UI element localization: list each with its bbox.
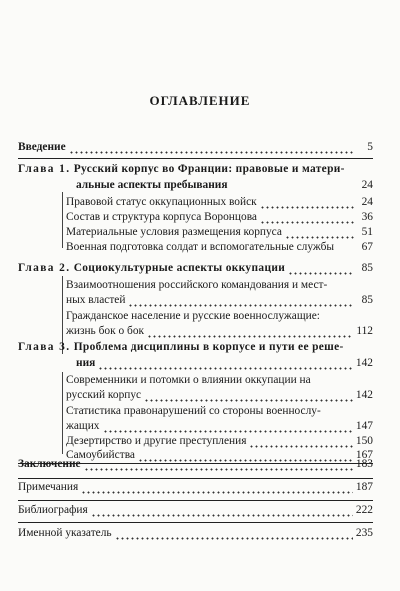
chapter-label: Глава 3. bbox=[18, 341, 71, 353]
section-title-cont: русский корпус bbox=[66, 389, 142, 401]
toc-section-line1: Современники и потомки о влиянии оккупации на bbox=[66, 374, 311, 386]
page-number: 187 bbox=[355, 481, 373, 493]
toc-entry-label: Библиография bbox=[18, 504, 88, 516]
toc-entry-index[interactable] bbox=[18, 526, 373, 540]
chapter-label: Глава 1. bbox=[18, 163, 71, 175]
chapter-title-cont: ния bbox=[76, 357, 96, 369]
section-title: Правовой статус оккупационных войск bbox=[66, 196, 257, 208]
leader-dots bbox=[84, 461, 353, 471]
divider bbox=[18, 522, 373, 523]
section-title: Дезертирство и другие преступления bbox=[66, 435, 247, 447]
toc-entry-intro[interactable] bbox=[18, 140, 373, 154]
toc-section[interactable] bbox=[66, 240, 373, 254]
page-number: 51 bbox=[361, 226, 373, 238]
chapter-1-heading[interactable] bbox=[18, 162, 345, 176]
page-number: 24 bbox=[361, 196, 373, 208]
toc-section[interactable] bbox=[66, 195, 373, 209]
toc-entry-notes[interactable] bbox=[18, 480, 373, 494]
section-title-cont: ных властей bbox=[66, 294, 126, 306]
leader-dots bbox=[249, 438, 352, 448]
chapter-label: Глава 2. bbox=[18, 262, 71, 274]
toc-section[interactable] bbox=[66, 434, 373, 448]
section-title: Военная подготовка солдат и вспомогательные службы bbox=[66, 241, 335, 253]
section-title: Материальные условия размещения корпуса bbox=[66, 226, 282, 238]
page-number: 24 bbox=[361, 179, 373, 191]
page-number: 150 bbox=[355, 435, 373, 447]
page-number: 147 bbox=[355, 420, 373, 432]
toc-entry-label: Заключение bbox=[18, 458, 81, 470]
leader-dots bbox=[69, 144, 354, 154]
chapter-title: Социокультурные аспекты оккупации bbox=[73, 262, 286, 274]
section-bar bbox=[62, 372, 63, 454]
page-number: 36 bbox=[361, 211, 373, 223]
chapter-3-heading[interactable] bbox=[18, 340, 344, 354]
leader-dots bbox=[285, 229, 354, 239]
toc-section-line1: Статистика правонарушений со стороны военнослу- bbox=[66, 405, 321, 417]
divider bbox=[18, 500, 373, 501]
toc-section[interactable] bbox=[66, 225, 373, 239]
toc-section-line1: Гражданское население и русские военнослужащие: bbox=[66, 310, 320, 322]
leader-dots bbox=[103, 423, 353, 433]
toc-entry-label: Именной указатель bbox=[18, 527, 112, 539]
leader-dots bbox=[144, 392, 353, 402]
leader-space bbox=[231, 182, 354, 192]
section-title-cont: жащих bbox=[66, 420, 100, 432]
leader-dots bbox=[260, 214, 354, 224]
page-number: 142 bbox=[355, 357, 373, 369]
chapter-title-cont: альные аспекты пребывания bbox=[76, 179, 228, 191]
leader-dots bbox=[98, 360, 353, 370]
toc-entry-label: Примечания bbox=[18, 481, 79, 493]
leader-dots bbox=[288, 265, 354, 275]
page-number: 85 bbox=[361, 262, 373, 274]
divider bbox=[18, 158, 373, 159]
page-title: ОГЛАВЛЕНИЕ bbox=[149, 93, 251, 108]
toc-section[interactable] bbox=[66, 293, 373, 307]
leader-dots bbox=[91, 507, 353, 517]
page-number: 167 bbox=[355, 449, 373, 461]
chapter-title: Русский корпус во Франции: правовые и матери- bbox=[73, 163, 345, 175]
page-number: 112 bbox=[356, 325, 373, 337]
chapter-1-heading-cont[interactable] bbox=[76, 178, 373, 192]
toc-section[interactable] bbox=[66, 324, 373, 338]
toc-section[interactable] bbox=[66, 419, 373, 433]
section-title-cont: жизнь бок о бок bbox=[66, 325, 145, 337]
toc-section[interactable] bbox=[66, 388, 373, 402]
chapter-3-heading-cont[interactable] bbox=[76, 356, 373, 370]
toc-section[interactable] bbox=[66, 210, 373, 224]
chapter-heading-text bbox=[18, 261, 285, 275]
leader-dots bbox=[260, 199, 354, 209]
section-title: Самоубийства bbox=[66, 449, 135, 461]
page-number: 67 bbox=[361, 241, 373, 253]
chapter-title: Проблема дисциплины в корпусе и пути ее реше- bbox=[73, 341, 344, 353]
page-number: 142 bbox=[355, 389, 373, 401]
leader-dots bbox=[81, 484, 353, 494]
chapter-2-heading[interactable] bbox=[18, 261, 373, 275]
toc-entry-bibliography[interactable] bbox=[18, 503, 373, 517]
leader-dots bbox=[147, 328, 353, 338]
page-number: 183 bbox=[355, 458, 373, 470]
leader-space bbox=[337, 244, 354, 254]
section-bar bbox=[62, 192, 63, 248]
section-title: Состав и структура корпуса Воронцова bbox=[66, 211, 257, 223]
leader-dots bbox=[115, 530, 353, 540]
page-number: 235 bbox=[355, 527, 373, 539]
leader-dots bbox=[128, 297, 354, 307]
page-number: 5 bbox=[367, 141, 373, 153]
toc-entry-conclusion[interactable] bbox=[18, 457, 373, 471]
toc-section-line1: Взаимоотношения российского командования и мест- bbox=[66, 279, 328, 291]
page-number: 85 bbox=[361, 294, 373, 306]
toc-entry-label: Введение bbox=[18, 141, 66, 153]
page-number: 222 bbox=[355, 504, 373, 516]
divider bbox=[18, 478, 373, 479]
